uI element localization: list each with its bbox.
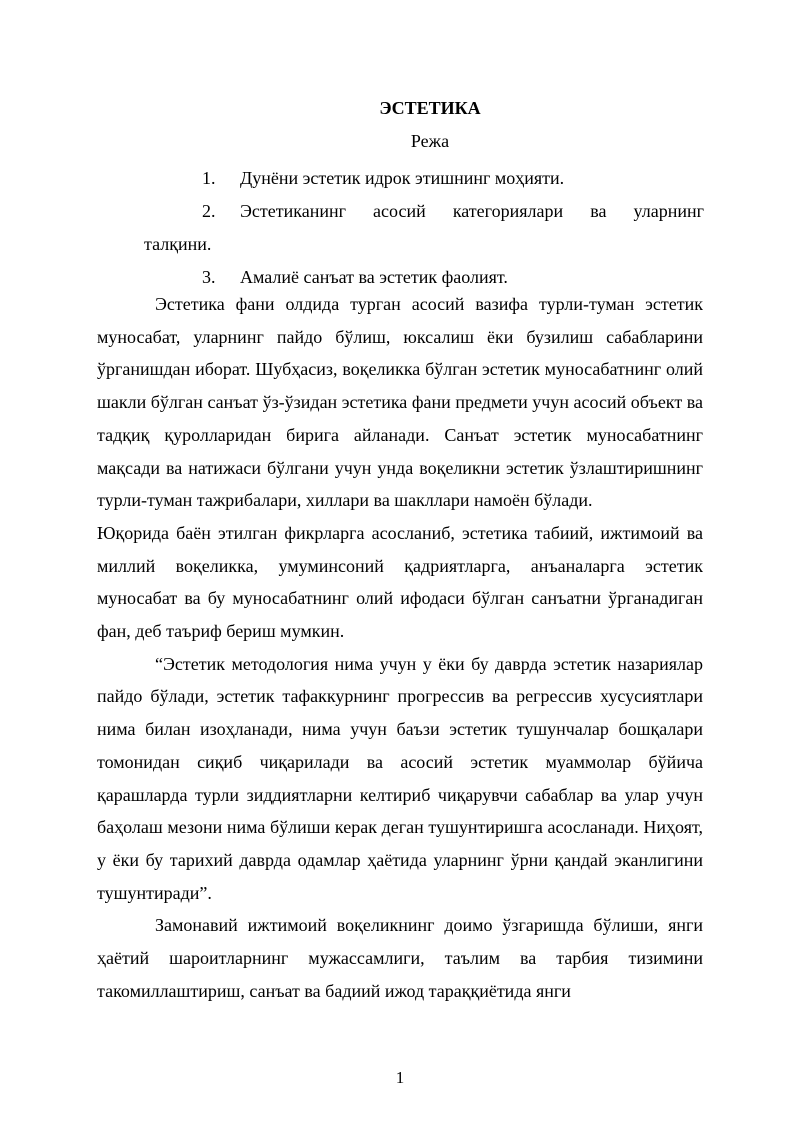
plan-heading: Режа	[410, 131, 450, 151]
paragraph: “Эстетик методология нима учун у ёки бу даврда эстетик назариялар пайдо бўлади, эстетик тафаккурнинг прогрессив ва регрессив хусусиятлари нима билан изоҳланади, нима учун баъзи эстетик тушунчалар бошқалари томонидан сиқиб чиқарилади ва асосий эстетик муаммолар бўйича қарашларда турли зиддиятларни келтириб чиқарувчи сабаблар ва улар учун баҳолаш мезони нима бўлиши керак деган тушунтиришга асосланади. Ниҳоят, у ёки бу тарихий даврда одамлар ҳаётида уларнинг ўрни қандай эканлигини тушунтиради”.	[97, 653, 703, 903]
plan-list	[144, 162, 704, 294]
plan-item-text: Дунёни эстетик идрок этишнинг моҳияти.	[240, 168, 565, 188]
plan-item-number: 2.	[202, 201, 216, 221]
plan-item-text: Амалиё санъат ва эстетик фаолият.	[240, 267, 508, 287]
page-number: 1	[395, 1068, 405, 1087]
plan-item-number: 1.	[202, 168, 216, 188]
page-title: ЭСТЕТИКА	[379, 98, 481, 118]
body-text	[97, 288, 703, 1007]
plan-item	[144, 195, 704, 228]
plan-item-number: 3.	[202, 267, 216, 287]
plan-item-text: Эстетиканинг асосий категориялари ва уларнинг	[240, 201, 704, 221]
paragraph: Юқорида баён этилган фикрларга асосланиб, эстетика табиий, ижтимоий ва миллий воқеликка, умуминсоний қадриятларга, анъаналарга эстетик муносабат ва бу муносабатнинг олий ифодаси бўлган санъатни ўрганадиган фан, деб таъриф бериш мумкин.	[97, 522, 703, 642]
paragraph: Эстетика фани олдида турган асосий вазифа турли-туман эстетик муносабат, уларнинг пайдо бўлиш, юксалиш ёки бузилиш сабабларини ўрганишдан иборат. Шубҳасиз, воқеликка бўлган эстетик муносабатнинг олий шакли бўлган санъат ўз-ўзидан эстетика фани предмети учун асосий объект ва тадқиқ қуролларидан бирига айланади. Санъат эстетик муносабатнинг мақсади ва натижаси бўлгани учун унда воқеликни эстетик ўзлаштиришнинг турли-туман тажрибалари, хиллари ва шакллари намоён бўлади.	[97, 294, 703, 511]
paragraph: Замонавий ижтимоий воқеликнинг доимо ўзгаришда бўлиши, янги ҳаётий шароитларнинг мужассамлиги, таълим ва тарбия тизимини такомиллаштириш, санъат ва бадиий ижод тараққиётида янги	[97, 915, 703, 1001]
plan-item	[144, 162, 704, 195]
plan-item-continuation: талқини.	[144, 234, 212, 254]
